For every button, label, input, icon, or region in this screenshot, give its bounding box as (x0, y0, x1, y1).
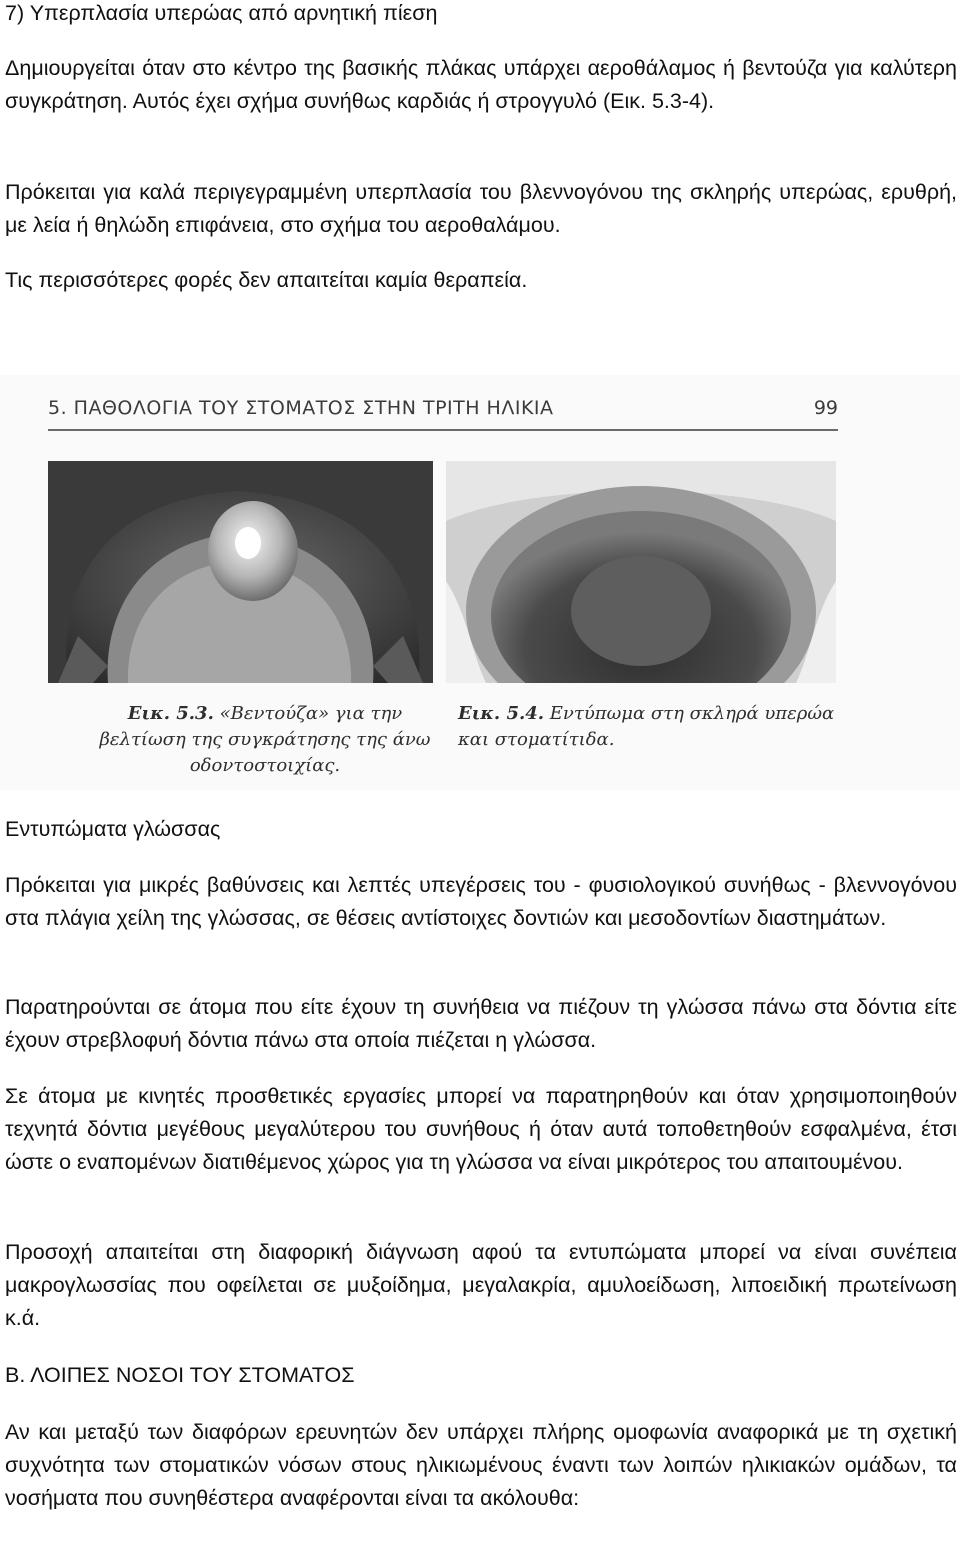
figure-page-number: 99 (813, 397, 838, 419)
paragraph-other-diseases: Αν και μεταξύ των διαφόρων ερευνητών δεν υπάρχει πλήρης ομοφωνία αναφορικά με τη σχετική συχνότητα των στοματικών νόσων στους ηλικιωμένους έναντι των λοιπών ηλικιακών ομάδων, τα νοσήματα που συνηθέστερα αναφέρονται είναι τα ακόλουθα: (5, 1420, 957, 1510)
paragraph-tongue-definition: Πρόκειται για μικρές βαθύνσεις και λεπτές υπεγέρσεις του - φυσιολογικού συνήθως - βλεννογόνου στα πλάγια χείλη της γλώσσας, σε θέσεις αντίστοιχες δοντιών και μεσοδοντίων διαστημάτων. (5, 873, 957, 930)
paragraph-description: Πρόκειται για καλά περιγεγραμμένη υπερπλασία του βλεννογόνου της σκληρής υπερώας, ερυθρή, με λεία ή θηλώδη επιφάνεια, στο σχήμα του αεροθαλάμου. (5, 180, 957, 237)
paragraph-suction-chamber: Δημιουργείται όταν στο κέντρο της βασικής πλάκας υπάρχει αεροθάλαμος ή βεντούζα για καλύτερη συγκράτηση. Αυτός έχει σχήμα συνήθως καρδιάς ή στρογγυλό (Εικ. 5.3-4). (5, 56, 957, 113)
figure-chapter-title: 5. ΠΑΘΟΛΟΓΙΑ ΤΟΥ ΣΤΟΜΑΤΟΣ ΣΤΗΝ ΤΡΙΤΗ ΗΛΙΚΙΑ (48, 397, 554, 419)
figure-running-header (48, 397, 838, 425)
section-heading: 7) Υπερπλασία υπερώας από αρνητική πίεση (5, 1, 438, 25)
caption-fig-5-3 (95, 701, 435, 779)
caption-fig-5-4-text: Εντύπωμα στη σκληρά υπερώα και στοματίτιδα. (458, 703, 835, 750)
caption-fig-5-3-text: «Βεντούζα» για την βελτίωση της συγκράτησης της άνω οδοντοστοιχίας. (99, 703, 431, 776)
paragraph-differential-diagnosis: Προσοχή απαιτείται στη διαφορική διάγνωση αφού τα εντυπώματα μπορεί να είναι συνέπεια μακρογλωσσίας που οφείλεται σε μυξοίδημα, μεγαλακρία, αμυλοείδωση, λιποειδική πρωτείνωση κ.ά. (5, 1240, 957, 1330)
scanned-figure (0, 375, 960, 790)
paragraph-dentures: Σε άτομα με κινητές προσθετικές εργασίες μπορεί να παρατηρηθούν και όταν χρησιμοποιηθούν τεχνητά δόντια μεγέθους μεγαλύτερου του συνήθους ή όταν αυτά τοποθετηθούν εσφαλμένα, έτσι ώστε ο εναπομένων διατιθέμενος χώρος για τη γλώσσα να είναι μικρότερος του απαιτουμένου. (5, 1084, 957, 1174)
caption-fig-5-3-label: Εικ. 5.3. (127, 703, 214, 724)
subheading-other-diseases: Β. ΛΟΙΠΕΣ ΝΟΣΟΙ ΤΟΥ ΣΤΟΜΑΤΟΣ (5, 1363, 355, 1387)
paragraph-treatment: Τις περισσότερες φορές δεν απαιτείται καμία θεραπεία. (5, 268, 528, 292)
subheading-tongue-imprints: Εντυπώματα γλώσσας (5, 817, 221, 841)
caption-fig-5-4-label: Εικ. 5.4. (458, 703, 545, 724)
figure-header-rule (48, 429, 838, 431)
palate-imprint-photo (446, 461, 836, 683)
denture-suction-cup-photo (48, 461, 433, 683)
caption-fig-5-4 (458, 701, 838, 753)
paragraph-tongue-causes: Παρατηρούνται σε άτομα που είτε έχουν τη συνήθεια να πιέζουν τη γλώσσα πάνω στα δόντια είτε έχουν στρεβλοφυή δόντια πάνω στα οποία πιέζεται η γλώσσα. (5, 995, 957, 1052)
